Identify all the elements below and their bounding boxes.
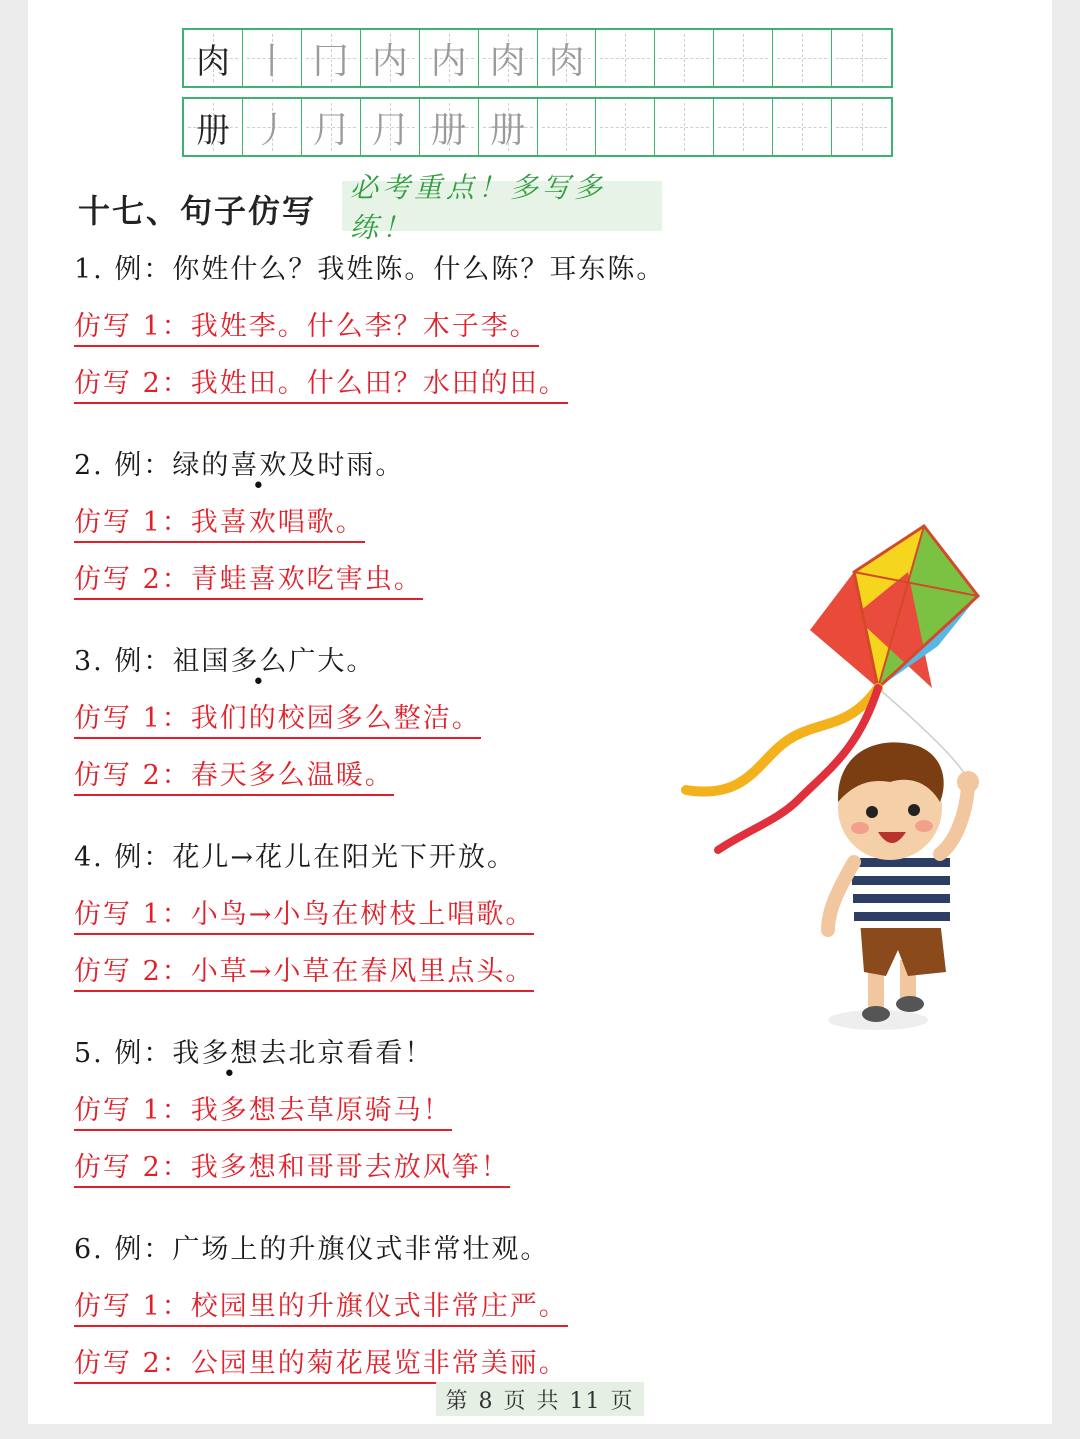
stroke-grid-row-rou (182, 28, 893, 88)
example-number: 6. 例： (74, 1234, 173, 1265)
example-number: 2. 例： (74, 450, 173, 481)
example-text: 我 (172, 1038, 202, 1069)
answer-1-1: 仿写 1：我姓李。什么李？木子李。 (74, 304, 539, 347)
answer-5-1: 仿写 1：我多想去草原骑马！ (74, 1088, 452, 1131)
grid-empty-cell (832, 99, 891, 155)
example-line-6 (74, 1227, 549, 1266)
grid-empty-cell (655, 30, 714, 86)
grid-char: 肉 (184, 30, 243, 86)
emphasized-word: 多么 (230, 646, 289, 677)
answer-4-1: 仿写 1：小鸟→小鸟在树枝上唱歌。 (74, 892, 534, 935)
grid-empty-cell (832, 30, 891, 86)
grid-stroke: ⺆ (361, 99, 420, 155)
example-text: 你姓什么？我姓陈。什么陈？耳东陈。 (172, 254, 666, 285)
example-text: 去北京看看！ (259, 1038, 434, 1069)
answer-6-1: 仿写 1：校园里的升旗仪式非常庄严。 (74, 1284, 568, 1327)
grid-stroke: 册 (479, 99, 538, 155)
grid-stroke: 内 (361, 30, 420, 86)
stroke-grid-row-ce (182, 97, 893, 157)
example-text: 祖国 (172, 646, 231, 677)
example-number: 3. 例： (74, 646, 173, 677)
example-number: 1. 例： (74, 254, 173, 285)
example-line-5 (74, 1031, 433, 1070)
grid-empty-cell (714, 99, 773, 155)
grid-empty-cell (773, 30, 832, 86)
grid-stroke: 冂 (302, 30, 361, 86)
grid-empty-cell (596, 30, 655, 86)
answer-6-2: 仿写 2：公园里的菊花展览非常美丽。 (74, 1341, 568, 1384)
example-text: 广大。 (288, 646, 376, 677)
example-number: 4. 例： (74, 842, 173, 873)
grid-empty-cell (596, 99, 655, 155)
answer-5-2: 仿写 2：我多想和哥哥去放风筝！ (74, 1145, 510, 1188)
answer-3-2: 仿写 2：春天多么温暖。 (74, 753, 394, 796)
example-number: 5. 例： (74, 1038, 173, 1069)
section-title: 十七、句子仿写 (78, 192, 317, 230)
answer-4-2: 仿写 2：小草→小草在春风里点头。 (74, 949, 534, 992)
example-text: 绿的 (172, 450, 231, 481)
example-line-2 (74, 443, 404, 482)
boy-flying-kite-illustration (678, 520, 988, 1060)
grid-char: 册 (184, 99, 243, 155)
grid-stroke: 肉 (538, 30, 597, 86)
emphasized-word: 多想 (201, 1038, 260, 1069)
grid-empty-cell (714, 30, 773, 86)
answer-2-1: 仿写 1：我喜欢唱歌。 (74, 500, 365, 543)
answer-2-2: 仿写 2：青蛙喜欢吃害虫。 (74, 557, 423, 600)
example-line-3 (74, 639, 375, 678)
answer-3-1: 仿写 1：我们的校园多么整洁。 (74, 696, 481, 739)
grid-empty-cell (773, 99, 832, 155)
key-point-tag: 必考重点！多写多练！ (342, 181, 662, 231)
page-footer: 第 8 页 共 11 页 (436, 1382, 644, 1416)
example-text: 及时雨。 (288, 450, 405, 481)
grid-stroke: ⺆ (302, 99, 361, 155)
kite-icon (810, 526, 978, 688)
grid-stroke: 册 (420, 99, 479, 155)
example-text: 花儿→花儿在阳光下开放。 (172, 842, 516, 873)
answer-1-2: 仿写 2：我姓田。什么田？水田的田。 (74, 361, 568, 404)
grid-stroke: 丨 (243, 30, 302, 86)
grid-stroke: 丿 (243, 99, 302, 155)
grid-stroke: 内 (420, 30, 479, 86)
emphasized-word: 喜欢 (230, 450, 289, 481)
grid-empty-cell (538, 99, 597, 155)
example-line-4 (74, 835, 516, 874)
example-text: 广场上的升旗仪式非常壮观。 (172, 1234, 550, 1265)
grid-stroke: 肉 (479, 30, 538, 86)
boy-icon (828, 742, 979, 1030)
grid-empty-cell (655, 99, 714, 155)
example-line-1 (74, 247, 665, 286)
